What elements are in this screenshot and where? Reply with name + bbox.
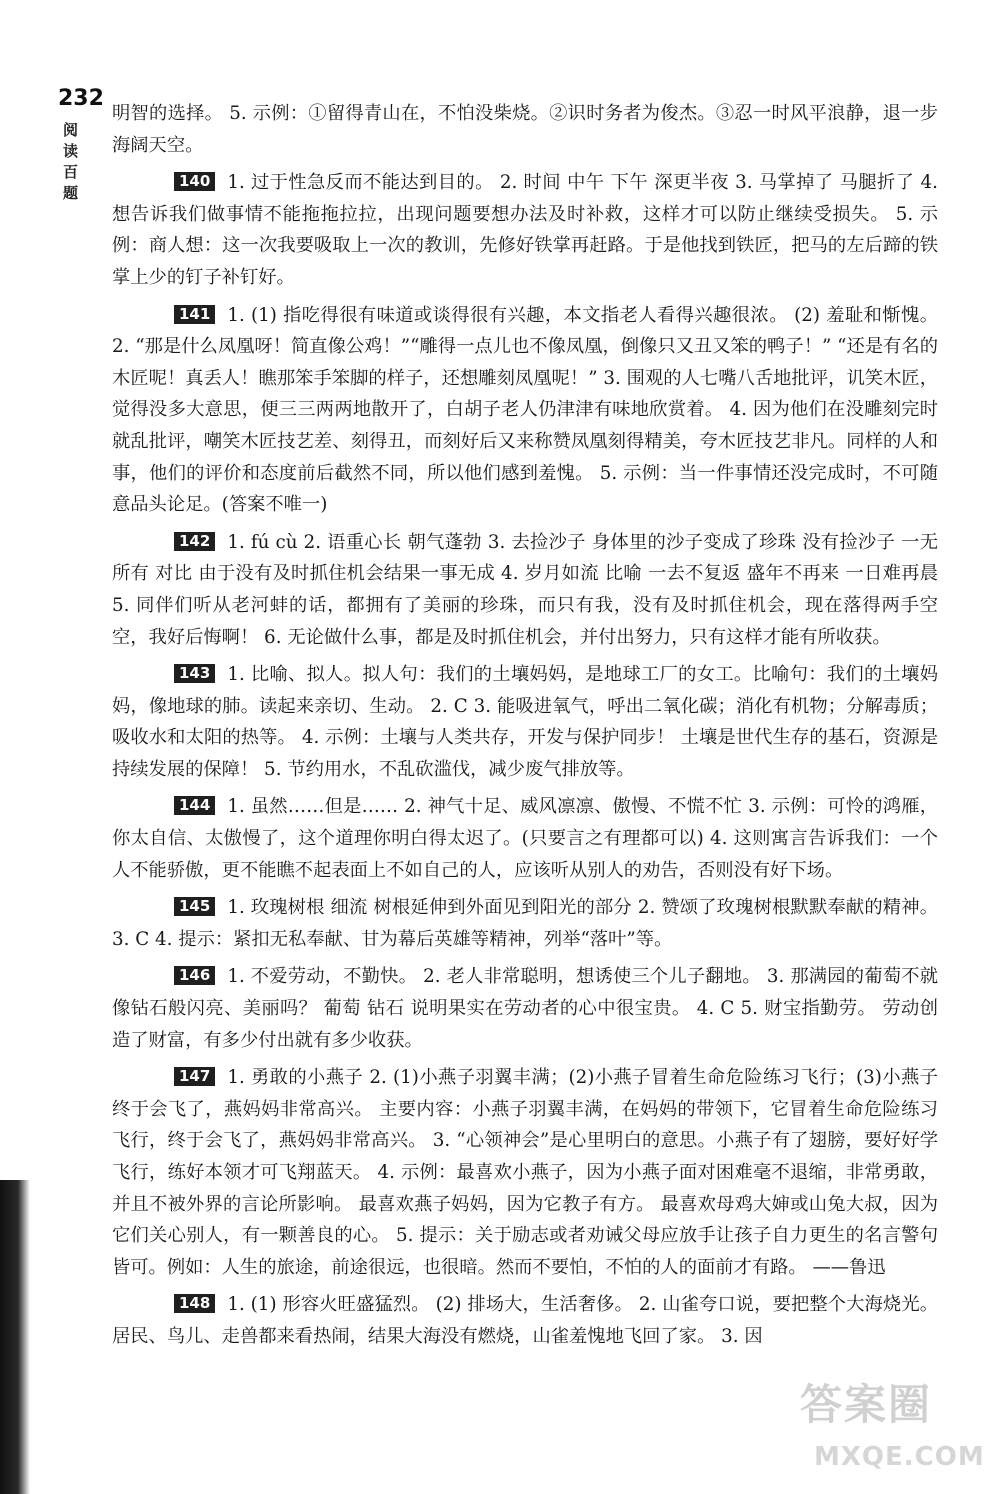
answer-section-145 — [112, 892, 938, 955]
answer-text: 1. fú cù 2. 语重心长 朝气蓬勃 3. 去捡沙子 身体里的沙子变成了珍珠 没有捡沙子 一无所有 对比 由于没有及时抓住机会结果一事无成 4. 岁月如流 比喻 一去不复返 盛年不再来 一日难再晨 5. 同伴们听从老河蚌的话，都拥有了美丽的珍珠，而只有我，没有及时抓住机会，现在落得两手空空，我好后悔啊！ 6. 无论做什么事，都是及时抓住机会，并付出努力，只有这样才能有所收获。 — [112, 531, 938, 648]
answer-text: 1. (1) 形容火旺盛猛烈。 (2) 排场大，生活奢侈。 2. 山雀夸口说，要把整个大海烧光。居民、鸟儿、走兽都来看热闹，结果大海没有燃烧，山雀羞愧地飞回了家。 3. 因 — [112, 1294, 938, 1347]
question-number: 146 — [174, 966, 215, 985]
answer-text: 1. 虽然……但是…… 2. 神气十足、威风凛凛、傲慢、不慌不忙 3. 示例：可怜的鸿雁，你太自信、太傲慢了，这个道理你明白得太迟了。(只要言之有理都可以) 4. 这则寓言告诉我们：一个人不能骄傲，更不能瞧不起表面上不如自己的人，应该听从别人的劝告，否则没有好下场。 — [112, 796, 938, 881]
answer-text: 1. 过于性急反而不能达到目的。 2. 时间 中午 下午 深更半夜 3. 马掌掉了 马腿折了 4. 想告诉我们做事情不能拖拖拉拉，出现问题要想办法及时补救，这样才可以防止继续受损失。 5. 示例：商人想：这一次我要吸取上一次的教训，先修好铁掌再赶路。于是他找到铁匠，把马的左后蹄的铁掌上少的钉子补钉好。 — [112, 172, 938, 288]
answer-section-148 — [112, 1289, 938, 1352]
answer-text: 1. 不爱劳动，不勤快。 2. 老人非常聪明，想诱使三个儿子翻地。 3. 那满园的葡萄不就像钻石般闪亮、美丽吗？ 葡萄 钻石 说明果实在劳动者的心中很宝贵。 4. C 5. 财宝指勤劳。 劳动创造了财富，有多少付出就有多少收获。 — [112, 966, 938, 1051]
answer-section-146 — [112, 961, 938, 1056]
answer-section-143 — [112, 659, 938, 785]
question-number: 147 — [174, 1067, 215, 1086]
answer-section-140 — [112, 167, 938, 293]
question-number: 141 — [174, 305, 215, 324]
answer-section-147 — [112, 1062, 938, 1283]
answer-section-142 — [112, 527, 938, 653]
answer-section-141 — [112, 300, 938, 521]
question-number: 143 — [174, 664, 215, 683]
watermark — [800, 1372, 985, 1492]
intro-paragraph: 明智的选择。 5. 示例：①留得青山在，不怕没柴烧。②识时务者为俊杰。③忍一时风平浪静，退一步海阔天空。 — [112, 103, 938, 156]
answer-text: 1. 比喻、拟人。拟人句：我们的土壤妈妈，是地球工厂的女工。比喻句：我们的土壤妈妈，像地球的肺。读起来亲切、生动。 2. C 3. 能吸进氧气，呼出二氧化碳；消化有机物；分解毒质；吸收水和太阳的热等。 4. 示例：土壤与人类共存，开发与保护同步！ 土壤是世代生存的基石，资源是持续发展的保障！ 5. 节约用水，不乱砍滥伐，减少废气排放等。 — [112, 664, 938, 780]
answer-text: 1. 玫瑰树根 细流 树根延伸到外面见到阳光的部分 2. 赞颂了玫瑰树根默默奉献的精神。 3. C 4. 提示：紧扣无私奉献、甘为幕后英雄等精神，列举“落叶”等。 — [112, 897, 938, 950]
answer-text: 1. (1) 指吃得很有味道或谈得很有兴趣，本文指老人看得兴趣很浓。 (2) 羞耻和惭愧。 2. “那是什么凤凰呀！简直像公鸡！”“雕得一点儿也不像凤凰，倒像只又丑又笨的鸭子！” “还是有名的木匠呢！真丢人！瞧那笨手笨脚的样子，还想雕刻凤凰呢！” 3. 围观的人七嘴八舌地批评，讥笑木匠，觉得没多大意思，便三三两两地散开了，白胡子老人仍津津有味地欣赏着。 4. 因为他们在没雕刻完时就乱批评，嘲笑木匠技艺差、刻得丑，而刻好后又来称赞凤凰刻得精美，夸木匠技艺非凡。同样的人和事，他们的评价和态度前后截然不同，所以他们感到羞愧。 5. 示例：当一件事情还没完成时，不可随意品头论足。(答案不唯一) — [112, 304, 938, 516]
page-number: 232 — [58, 86, 104, 111]
answer-text: 1. 勇敢的小燕子 2. (1)小燕子羽翼丰满；(2)小燕子冒着生命危险练习飞行；(3)小燕子终于会飞了，燕妈妈非常高兴。 主要内容：小燕子羽翼丰满，在妈妈的带领下，它冒着生命危险练习飞行，终于会飞了，燕妈妈非常高兴。 3. “心领神会”是心里明白的意思。小燕子有了翅膀，要好好学飞行，练好本领才可飞翔蓝天。 4. 示例：最喜欢小燕子，因为小燕子面对困难毫不退缩，非常勇敢，并且不被外界的言论所影响。 最喜欢燕子妈妈，因为它教子有方。 最喜欢母鸡大婶或山兔大叔，因为它们关心别人，有一颗善良的心。 5. 提示：关于励志或者劝诫父母应放手让孩子自力更生的名言警句皆可。例如：人生的旅途，前途很远，也很暗。然而不要怕，不怕的人的面前才有路。 ——鲁迅 — [112, 1067, 938, 1278]
answer-content — [112, 98, 938, 1359]
watermark-logo: 答案圈 — [800, 1380, 933, 1429]
question-number: 142 — [174, 532, 215, 551]
question-number: 140 — [174, 172, 215, 191]
question-number: 148 — [174, 1294, 215, 1313]
question-number: 144 — [174, 796, 215, 815]
question-number: 145 — [174, 897, 215, 916]
page-edge-shadow — [0, 1180, 30, 1494]
watermark-url: MXQE.COM — [814, 1442, 985, 1472]
side-label: 阅读百题 — [63, 121, 79, 202]
answer-section-144 — [112, 791, 938, 886]
